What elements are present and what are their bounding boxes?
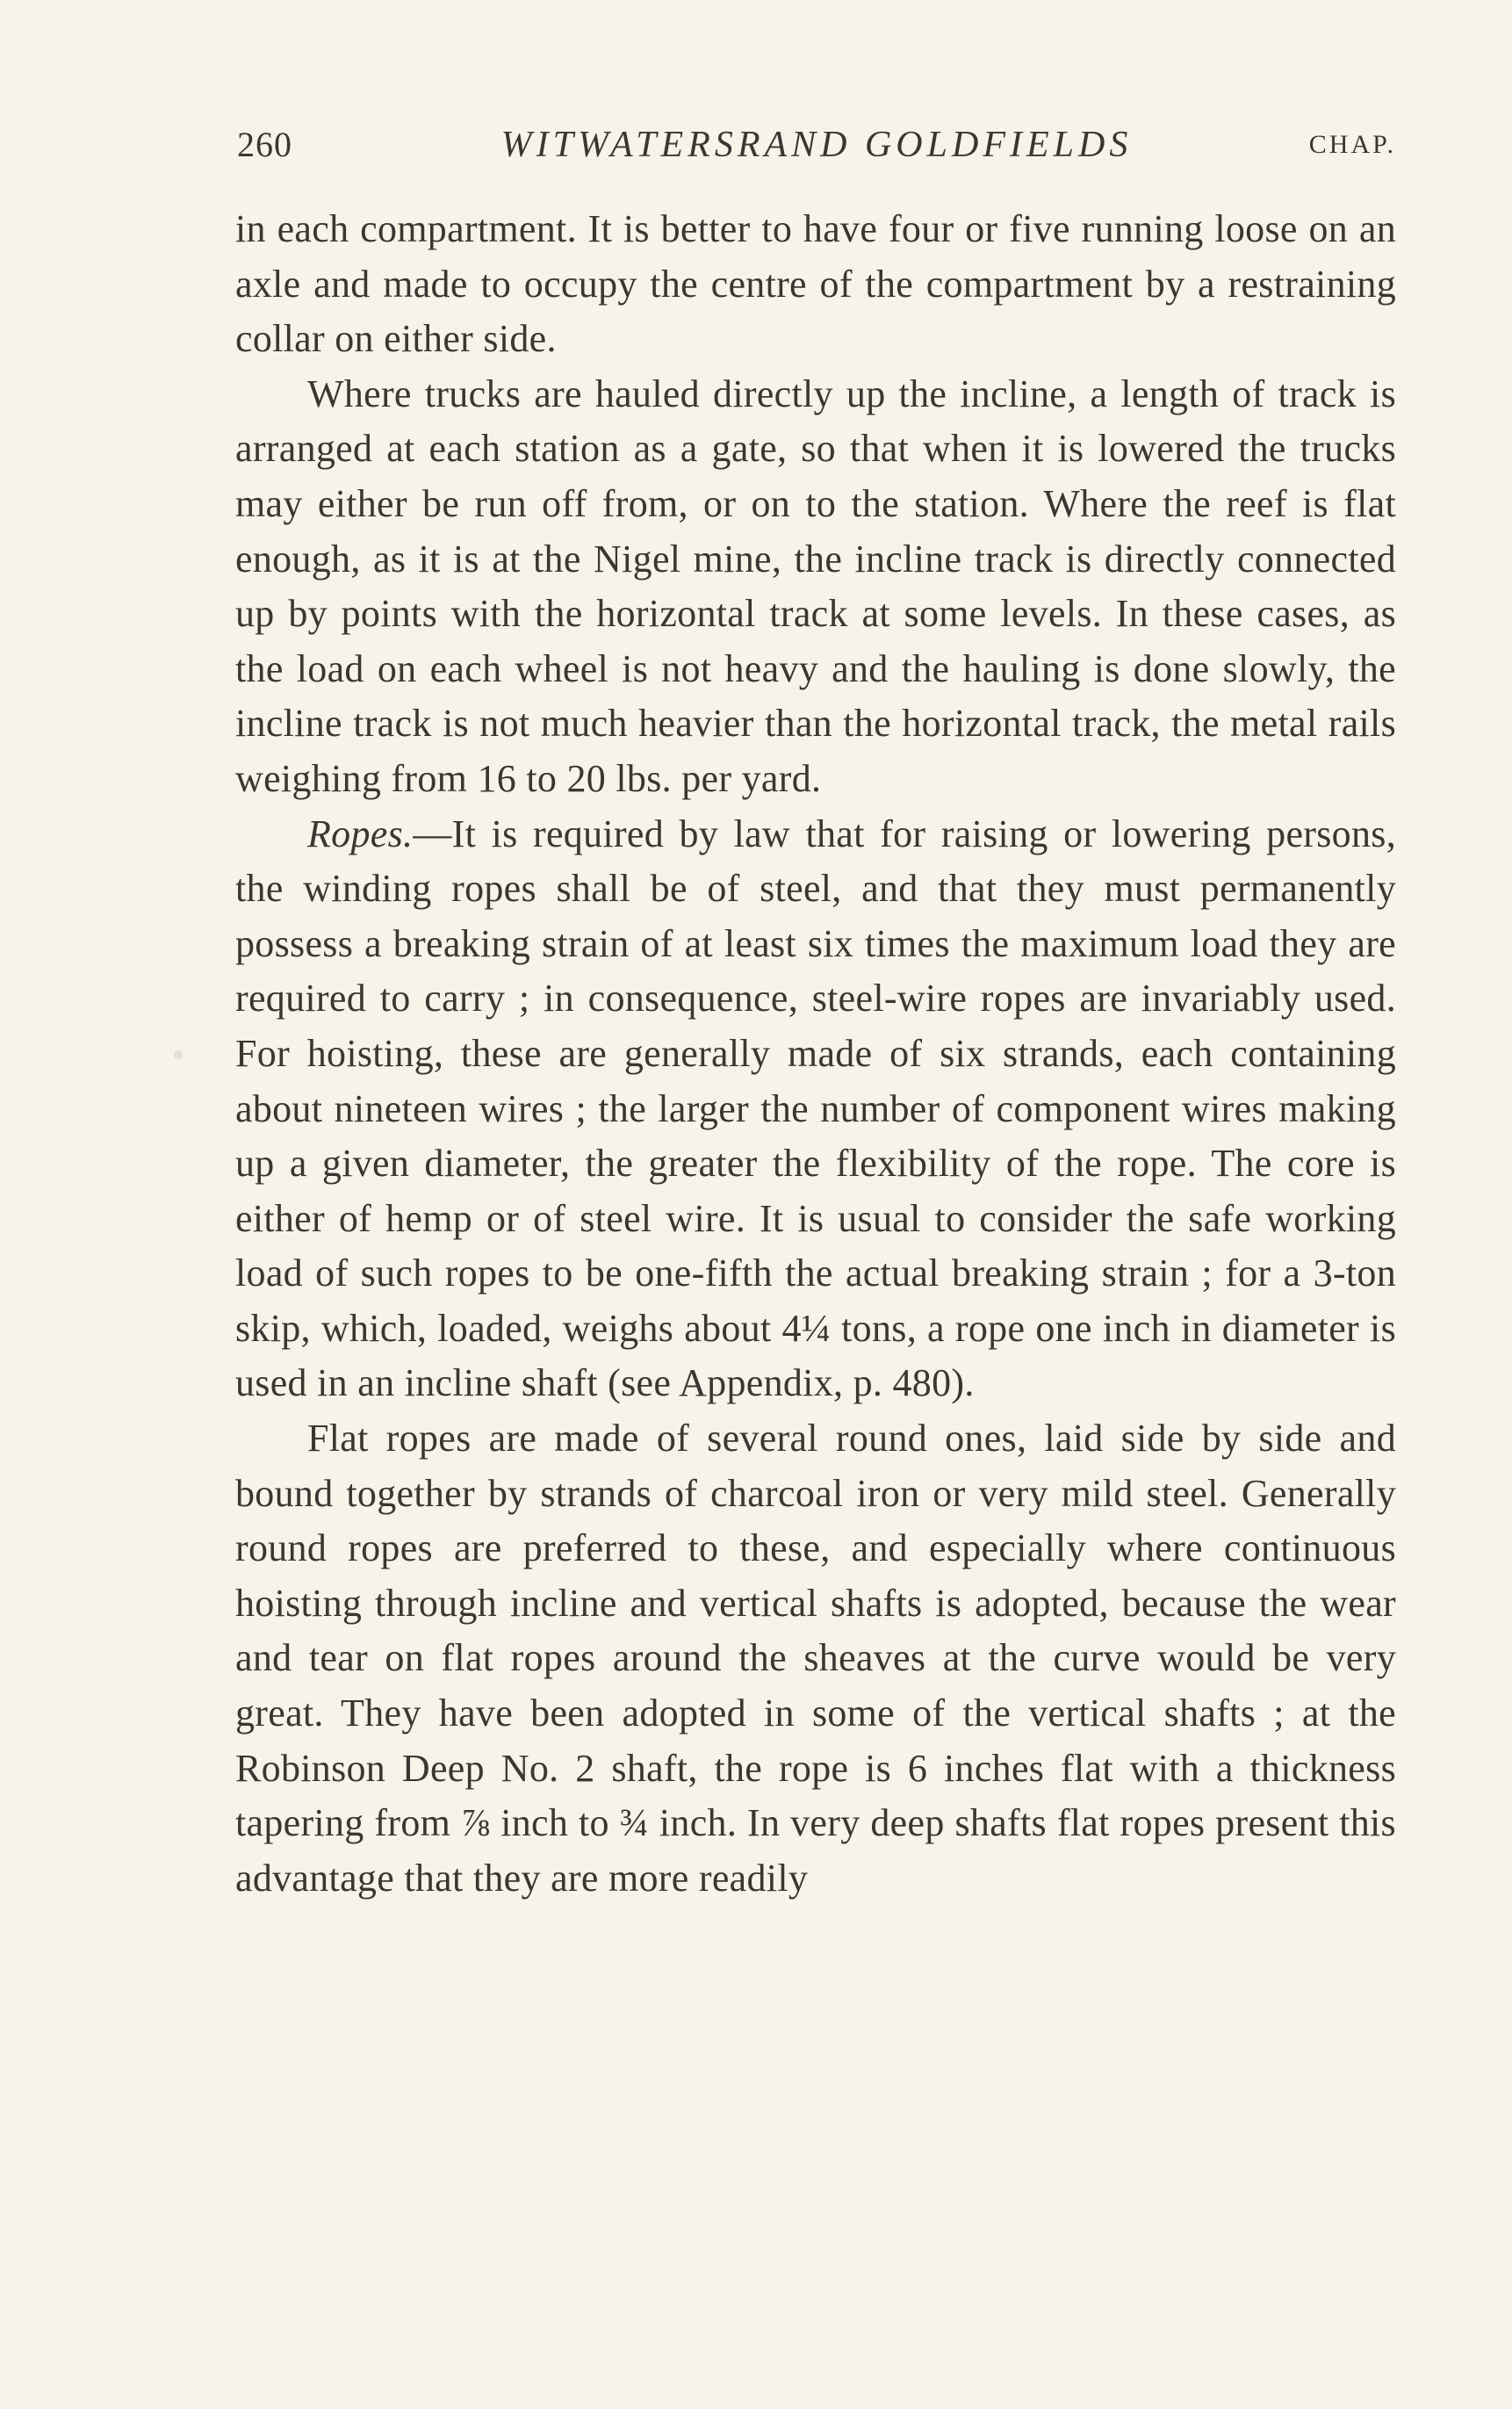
section-lead-ropes: Ropes. [307, 811, 414, 855]
paragraph-text: —It is required by law that for raising or lowering persons, the winding ropes shall be of steel, and that they must permanently possess a breaking strain of at least six times the maximum load they are required to carry ; in consequence, steel-wire ropes are invariably used. For hoisting, these are generally made of six strands, each containing about nineteen wires ; the larger the number of component wires making up a given diameter, the greater the flexibility of the rope. The core is either of hemp or of steel wire. It is usual to consider the safe working load of such ropes to be one-fifth the actual breaking strain ; for a 3-ton skip, which, loaded, weighs about 4¼ tons, a rope one inch in diameter is used in an incline shaft (see Appendix, p. 480). [235, 811, 1396, 1405]
paragraph-flat-ropes [235, 1411, 1396, 1906]
page-number: 260 [237, 125, 292, 164]
running-head [237, 119, 1396, 171]
paper-speck [174, 1050, 183, 1059]
paragraph-text: Where trucks are hauled directly up the incline, a length of track is arranged at each station as a gate, so that when it is lowered the trucks may either be run off from, or on to the station. Where the reef is flat enough, as it is at the Nigel mine, the incline track is directly connected up by points with the horizontal track at some levels. In these cases, as the load on each wheel is not heavy and the hauling is done slowly, the incline track is not much heavier than the horizontal track, the metal rails weighing from 16 to 20 lbs. per yard. [235, 371, 1396, 800]
paragraph-text: in each compartment. It is better to have four or five running loose on an axle and made to occupy the centre of the compartment by a restraining collar on either side. [235, 207, 1396, 361]
running-title: WITWATERSRAND GOLDFIELDS [500, 125, 1133, 165]
body-text [235, 202, 1396, 1906]
paragraph-text: Flat ropes are made of several round ones, laid side by side and bound together by strands of charcoal iron or very mild steel. Generally round ropes are preferred to these, and especially where continuous hoisting through incline and vertical shafts is adopted, because the wear and tear on flat ropes around the sheaves at the curve would be very great. They have been adopted in some of the vertical shafts ; at the Robinson Deep No. 2 shaft, the rope is 6 inches flat with a thickness tapering from ⅞ inch to ¾ inch. In very deep shafts flat ropes present this advantage that they are more readily [235, 1417, 1396, 1900]
paragraph-trucks [235, 367, 1396, 807]
chapter-label: CHAP. [1308, 130, 1396, 159]
paragraph-compartment [235, 202, 1396, 367]
paragraph-ropes [235, 807, 1396, 1412]
